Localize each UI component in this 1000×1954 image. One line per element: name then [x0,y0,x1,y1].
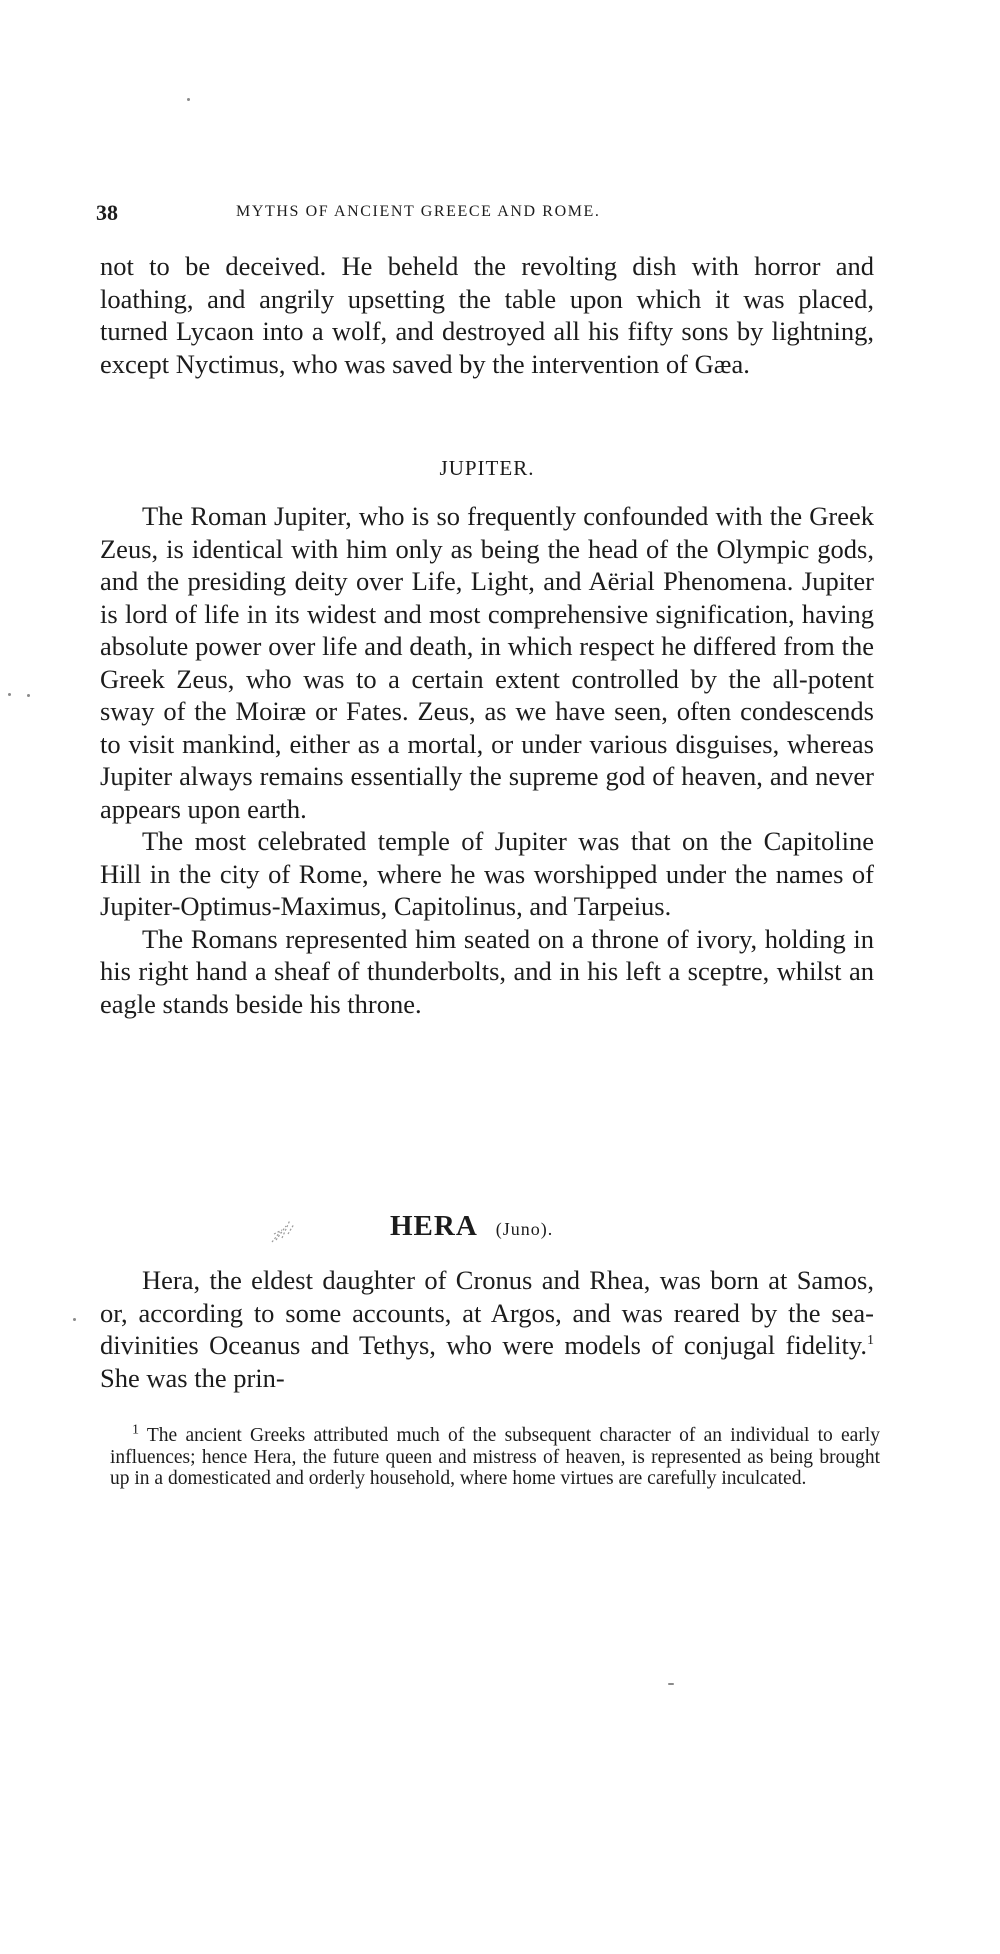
ink-speck [668,1683,674,1685]
ink-smudge-mark [266,1212,300,1246]
hera-section [100,1264,874,1394]
jupiter-heading: JUPITER. [439,456,535,480]
jupiter-section [100,500,874,1020]
jupiter-paragraph: The Roman Jupiter, who is so frequently confounded with the Greek Zeus, is identical with him only as being the head of the Olympic gods, and the presiding deity over Life, Light, and Aërial Phenomena. Jupiter is lord of life in its widest and most comprehensive signification, having absolute power over life and death, in which respect he differed from the Greek Zeus, who was to a certain extent controlled by the all-potent sway of the Moiræ or Fates. Zeus, as we have seen, often condescends to visit mankind, either as a mortal, or under various disguises, whereas Jupiter always remains essentially the supreme god of heaven, and never appears upon earth. [100,501,874,824]
footnote-reference: 1 [867,1333,874,1349]
running-title: MYTHS OF ANCIENT GREECE AND ROME. [236,203,601,220]
hera-paragraph-text: Hera, the eldest daughter of Cronus and Rhea, was born at Samos, or, according to some accounts, at Argos, and was reared by the sea-divinities Oceanus and Tethys, who were models of conjugal fidelity. [100,1265,874,1360]
running-head [96,200,876,230]
footnote-marker: 1 [132,1422,139,1438]
footnote-paragraph [110,1422,880,1490]
continuation-paragraph: not to be deceived. He beheld the revolting dish with horror and loathing, and angrily upsetting the table upon which it was placed, turned Lycaon into a wolf, and destroyed all his fifty sons by lightning, except Nyctimus, who was saved by the intervention of Gæa. [100,251,874,379]
hera-heading [390,1210,553,1243]
hera-roman-name: (Juno). [495,1219,554,1239]
jupiter-paragraph: The most celebrated temple of Jupiter was that on the Capitoline Hill in the city of Rome, where he was worshipped under the names of Jupiter-Optimus-Maximus, Capitolinus, and Tarpeius. [100,826,874,921]
ink-speck [8,693,11,696]
hera-paragraph [100,1264,874,1394]
ink-speck [73,1318,76,1321]
footnote [110,1422,880,1490]
jupiter-paragraph: The Romans represented him seated on a throne of ivory, holding in his right hand a sheaf of thunderbolts, and in his left a sceptre, whilst an eagle stands beside his throne. [100,923,874,1019]
ink-speck [27,694,30,697]
ink-speck [187,98,190,101]
hera-paragraph-tail: She was the prin- [100,1362,285,1393]
continuation-paragraph-block [100,250,874,380]
page-number: 38 [96,200,118,225]
footnote-text: The ancient Greeks attributed much of the subsequent character of an individual to early influences; hence Hera, the future queen and mistress of heaven, is represented as being brought up in a domesticated and orderly household, where home virtues are carefully inculcated. [110,1425,880,1489]
hera-title: HERA [390,1210,478,1242]
